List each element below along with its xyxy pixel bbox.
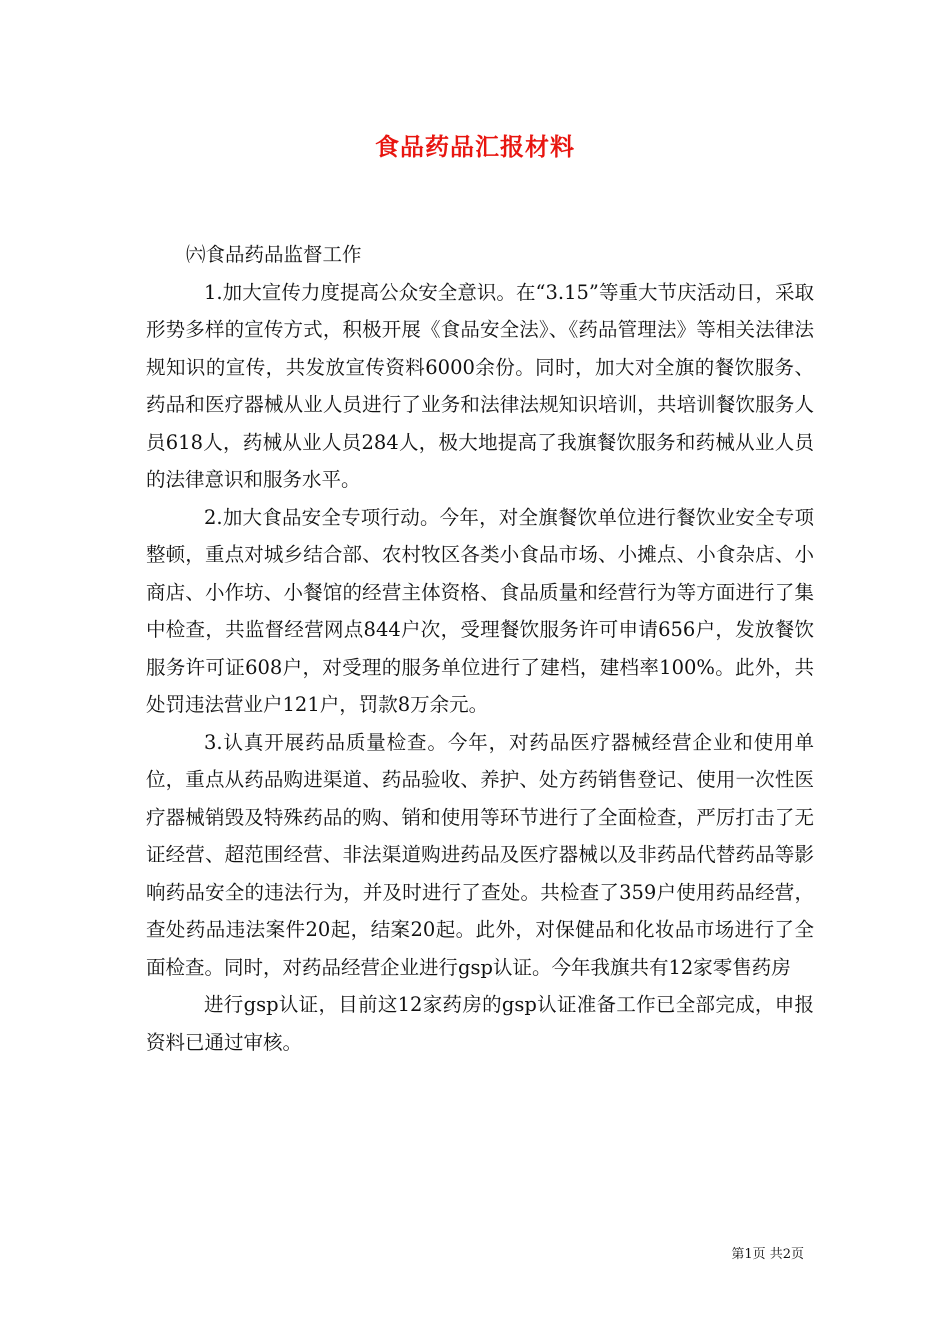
section-heading: ㈥食品药品监督工作 <box>186 243 362 266</box>
document-title: 食品药品汇报材料 <box>375 132 575 161</box>
paragraph-gsp-continuation: 进行gsp认证，目前这12家药房的gsp认证准备工作已全部完成，申报资料已通过审核。 <box>146 993 814 1054</box>
paragraph-drug-inspection: 3.认真开展药品质量检查。今年，对药品医疗器械经营企业和使用单位，重点从药品购进渠道、药品验收、养护、处方药销售登记、使用一次性医疗器械销毁及特殊药品的购、销和使用等环节进行了全面检查，严厉打击了无证经营、超范围经营、非法渠道购进药品及医疗器械以及非药品代替药品等影响药品安全的违法行为，并及时进行了查处。共检查了359户使用药品经营，查处药品违法案件20起，结案20起。此外，对保健品和化妆品市场进行了全面检查。同时，对药品经营企业进行gsp认证。今年我旗共有12家零售药房 <box>146 730 814 979</box>
document-body <box>146 236 814 1061</box>
paragraph-food-safety: 2.加大食品安全专项行动。今年，对全旗餐饮单位进行餐饮业安全专项整顿，重点对城乡结合部、农村牧区各类小食品市场、小摊点、小食杂店、小商店、小作坊、小餐馆的经营主体资格、食品质量和经营行为等方面进行了集中检查，共监督经营网点844户次，受理餐饮服务许可申请656户，发放餐饮服务许可证608户，对受理的服务单位进行了建档，建档率100%。此外，共处罚违法营业户121户，罚款8万余元。 <box>146 505 814 716</box>
page-number: 第1页 共2页 <box>731 1247 804 1262</box>
paragraph-publicity: 1.加大宣传力度提高公众安全意识。在“3.15”等重大节庆活动日，采取形势多样的宣传方式，积极开展《食品安全法》、《药品管理法》等相关法律法规知识的宣传，共发放宣传资料6000余份。同时，加大对全旗的餐饮服务、药品和医疗器械从业人员进行了业务和法律法规知识培训，共培训餐饮服务人员618人，药械从业人员284人，极大地提高了我旗餐饮服务和药械从业人员的法律意识和服务水平。 <box>146 280 814 491</box>
